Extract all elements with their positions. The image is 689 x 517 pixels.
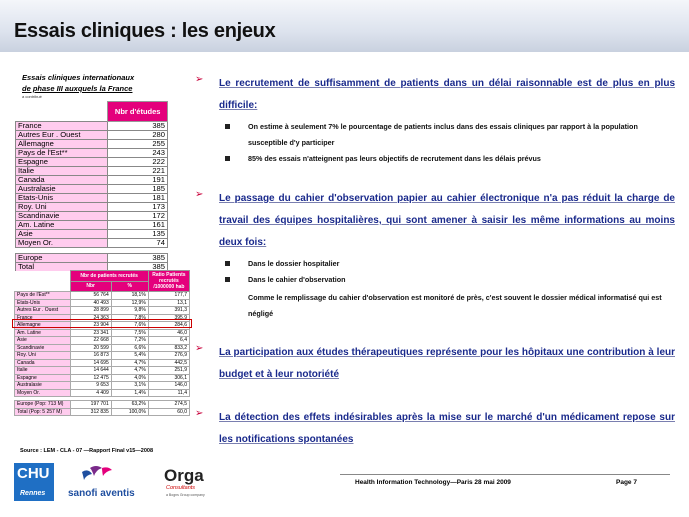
patients-table-row bbox=[15, 307, 190, 315]
country-cell: Roy. Uni bbox=[15, 352, 71, 360]
percent-cell: 12,9% bbox=[111, 299, 148, 307]
bullet-text: Le recrutement de suffisamment de patients dans un délai raisonnable est de plus en plus difficile: bbox=[219, 78, 675, 111]
france-highlight-box bbox=[12, 319, 192, 328]
country-cell: Autres Eur . Ouest bbox=[15, 307, 71, 315]
patients-cell: 9 653 bbox=[70, 382, 111, 390]
count-cell: 255 bbox=[108, 140, 168, 149]
ratio-cell: 306,1 bbox=[148, 374, 189, 382]
count-cell: 161 bbox=[108, 221, 168, 230]
percent-cell: 4,7% bbox=[111, 359, 148, 367]
count-cell: 191 bbox=[108, 176, 168, 185]
country-cell: Etats-Unis bbox=[16, 194, 108, 203]
page-number: Page 7 bbox=[616, 479, 637, 486]
country-cell: Allemagne bbox=[16, 140, 108, 149]
sanofi-bird-icon bbox=[68, 464, 128, 488]
count-cell: 172 bbox=[108, 212, 168, 221]
sub-bullet-text: 85% des essais n'atteignent pas leurs objectifs de recrutement dans les délais prévus bbox=[248, 154, 541, 163]
percent-cell: 5,4% bbox=[111, 352, 148, 360]
ratio-cell: 146,0 bbox=[148, 382, 189, 390]
country-cell: Australasie bbox=[16, 185, 108, 194]
country-cell: Canada bbox=[15, 359, 71, 367]
patients-table-row bbox=[15, 337, 190, 345]
chu-logo-subtext: Rennes bbox=[20, 490, 46, 497]
patients-cell: 4 409 bbox=[70, 389, 111, 397]
percent-cell: 7,5% bbox=[111, 329, 148, 337]
country-cell: Roy. Uni bbox=[16, 203, 108, 212]
sanofi-logo-text: sanofi aventis bbox=[68, 488, 135, 499]
patients-cell: 312 835 bbox=[70, 408, 111, 416]
table-caption bbox=[22, 72, 172, 99]
country-cell: Scandinavie bbox=[15, 344, 71, 352]
patients-table-row bbox=[15, 329, 190, 337]
patients-cell: 23 341 bbox=[70, 329, 111, 337]
country-cell: Asie bbox=[16, 230, 108, 239]
country-cell: Scandinavie bbox=[16, 212, 108, 221]
square-bullet-icon bbox=[225, 277, 230, 282]
ratio-cell: 391,3 bbox=[148, 307, 189, 315]
bullet-text: La participation aux études thérapeutiques représente pour les hôpitaux une contribution à leur budget et à leur notoriété bbox=[219, 347, 675, 380]
count-cell: 385 bbox=[108, 122, 168, 131]
ratio-cell: 13,1 bbox=[148, 299, 189, 307]
patients-table-row bbox=[15, 299, 190, 307]
total-value-cell: 385 bbox=[108, 254, 168, 263]
sanofi-aventis-logo bbox=[68, 464, 150, 506]
caption-line-2: de phase III auxquels la France bbox=[22, 84, 133, 93]
percent-cell: 63,2% bbox=[111, 401, 148, 409]
patients-table-row bbox=[15, 352, 190, 360]
sub-bullet-text: Dans le cahier d'observation bbox=[248, 275, 346, 284]
country-cell: Espagne bbox=[16, 158, 108, 167]
patients-cell: 14 695 bbox=[70, 359, 111, 367]
patients-total-row bbox=[15, 408, 190, 416]
arrow-bullet-icon: ➢ bbox=[195, 343, 204, 354]
pct-header: % bbox=[111, 281, 148, 292]
patients-table-row bbox=[15, 367, 190, 375]
bullet-crf bbox=[195, 188, 675, 322]
count-cell: 173 bbox=[108, 203, 168, 212]
count-cell: 243 bbox=[108, 149, 168, 158]
bullet-text: Le passage du cahier d'observation papier au cahier électronique n'a pas réduit la charge de travail des équipes hospitalières, qui sont amener à saisir les même informations au moins deux fois: bbox=[219, 193, 675, 248]
patients-table-row bbox=[15, 359, 190, 367]
ratio-cell: 276,9 bbox=[148, 352, 189, 360]
patients-cell: 14 644 bbox=[70, 367, 111, 375]
patients-cell: 56 764 bbox=[70, 292, 111, 300]
patients-cell: 23 904 bbox=[70, 322, 111, 330]
patients-cell: 197 701 bbox=[70, 401, 111, 409]
patients-table-row bbox=[15, 344, 190, 352]
country-cell: Australasie bbox=[15, 382, 71, 390]
ratio-cell: 251,9 bbox=[148, 367, 189, 375]
sub-bullet bbox=[228, 119, 675, 151]
sub-bullet bbox=[228, 272, 675, 288]
count-cell: 221 bbox=[108, 167, 168, 176]
patients-table-row bbox=[15, 389, 190, 397]
slide-header bbox=[0, 0, 689, 52]
square-bullet-icon bbox=[225, 261, 230, 266]
orga-consultants-logo bbox=[164, 466, 214, 506]
sub-bullet-text: Dans le dossier hospitalier bbox=[248, 259, 340, 268]
percent-cell: 7,2% bbox=[111, 337, 148, 345]
studies-table-row bbox=[16, 239, 168, 248]
bullet-participation bbox=[195, 342, 675, 386]
studies-table bbox=[15, 101, 168, 272]
ratio-cell: 6,4 bbox=[148, 337, 189, 345]
studies-table-corner bbox=[16, 102, 108, 122]
count-cell: 135 bbox=[108, 230, 168, 239]
patients-cell: 24 363 bbox=[70, 314, 111, 322]
country-cell: Moyen Or. bbox=[16, 239, 108, 248]
count-cell: 280 bbox=[108, 131, 168, 140]
sub-bullet-text: On estime à seulement 7% le pourcentage de patients inclus dans des essais cliniques par rapport à la population susceptible d'y participer bbox=[248, 122, 638, 147]
source-note: Source : LEM - CLA - 07 —Rapport Final v15—2008 bbox=[20, 448, 154, 454]
count-cell: 185 bbox=[108, 185, 168, 194]
percent-cell: 7,8% bbox=[111, 314, 148, 322]
country-cell: Am. Latine bbox=[16, 221, 108, 230]
patients-cell: 22 668 bbox=[70, 337, 111, 345]
percent-cell: 4,7% bbox=[111, 367, 148, 375]
country-cell: Allemagne bbox=[15, 322, 71, 330]
total-value-cell: 385 bbox=[108, 263, 168, 272]
patients-table-corner bbox=[15, 271, 71, 292]
studies-total-row bbox=[16, 254, 168, 263]
patients-table-row bbox=[15, 292, 190, 300]
bullet-text: La détection des effets indésirables après la mise sur le marché d'un médicament repose sur les notifications spontanées bbox=[219, 412, 675, 445]
ratio-cell: 46,0 bbox=[148, 329, 189, 337]
caption-line-1: Essais cliniques internationaux bbox=[22, 73, 135, 82]
percent-cell: 18,1% bbox=[111, 292, 148, 300]
patients-table-row bbox=[15, 382, 190, 390]
arrow-bullet-icon: ➢ bbox=[195, 74, 204, 85]
country-cell: Europe (Pop: 713 M) bbox=[15, 401, 71, 409]
patients-table bbox=[14, 270, 190, 416]
country-cell: Total (Pop: 5 257 M) bbox=[15, 408, 71, 416]
sub-bullet bbox=[228, 256, 675, 272]
nbr-header: Nbr bbox=[70, 281, 111, 292]
country-cell: Autres Eur . Ouest bbox=[16, 131, 108, 140]
orga-logo-subtext: Consultants bbox=[166, 485, 196, 491]
country-cell: France bbox=[15, 314, 71, 322]
studies-table-header: Nbr d'études bbox=[108, 102, 168, 122]
percent-cell: 100,0% bbox=[111, 408, 148, 416]
country-cell: Espagne bbox=[15, 374, 71, 382]
country-cell: Asie bbox=[15, 337, 71, 345]
percent-cell: 4,0% bbox=[111, 374, 148, 382]
chu-rennes-logo bbox=[14, 463, 62, 503]
percent-cell: 3,1% bbox=[111, 382, 148, 390]
percent-cell: 9,8% bbox=[111, 307, 148, 315]
patients-total-row bbox=[15, 401, 190, 409]
percent-cell: 7,6% bbox=[111, 322, 148, 330]
country-cell: Pays de l'Est** bbox=[16, 149, 108, 158]
arrow-bullet-icon: ➢ bbox=[195, 189, 204, 200]
patients-cell: 40 493 bbox=[70, 299, 111, 307]
count-cell: 181 bbox=[108, 194, 168, 203]
studies-table-row bbox=[16, 221, 168, 230]
ratio-cell: 833,2 bbox=[148, 344, 189, 352]
arrow-bullet-icon: ➢ bbox=[195, 408, 204, 419]
country-cell: France bbox=[16, 122, 108, 131]
patients-cell: 16 873 bbox=[70, 352, 111, 360]
orga-logo-tagline: a Bogns Group company bbox=[166, 493, 205, 497]
patients-cell: 28 899 bbox=[70, 307, 111, 315]
chu-logo-box bbox=[14, 463, 54, 501]
sub-bullet bbox=[228, 151, 675, 167]
bullet-recruitment bbox=[195, 73, 675, 167]
ratio-cell: 11,4 bbox=[148, 389, 189, 397]
square-bullet-icon bbox=[225, 124, 230, 129]
country-cell: Pays de l'Est** bbox=[15, 292, 71, 300]
square-bullet-icon bbox=[225, 156, 230, 161]
slide-title: Essais cliniques : les enjeux bbox=[14, 20, 276, 42]
country-cell: Etats-Unis bbox=[15, 299, 71, 307]
ratio-cell: 395,9 bbox=[148, 314, 189, 322]
count-cell: 74 bbox=[108, 239, 168, 248]
total-label-cell: Europe bbox=[16, 254, 108, 263]
percent-cell: 6,6% bbox=[111, 344, 148, 352]
chu-logo-text: CHU bbox=[17, 465, 50, 482]
ratio-cell: 177,7 bbox=[148, 292, 189, 300]
patients-group-header: Nbr de patients recrutés bbox=[70, 271, 148, 282]
patients-cell: 20 599 bbox=[70, 344, 111, 352]
studies-table-row bbox=[16, 158, 168, 167]
country-cell: Italie bbox=[15, 367, 71, 375]
footer-text: Health Information Technology—Paris 28 mai 2009 bbox=[355, 479, 511, 486]
country-cell: Moyen Or. bbox=[15, 389, 71, 397]
ratio-header: Ratio Patients recrutés /1000000 hab bbox=[148, 271, 189, 292]
patients-table-row bbox=[15, 374, 190, 382]
bullet-detection bbox=[195, 407, 675, 451]
ratio-cell: 442,5 bbox=[148, 359, 189, 367]
footer-divider bbox=[340, 474, 670, 475]
country-cell: Italie bbox=[16, 167, 108, 176]
country-cell: Am. Latine bbox=[15, 329, 71, 337]
count-cell: 222 bbox=[108, 158, 168, 167]
total-label-cell: Total bbox=[16, 263, 108, 272]
ratio-cell: 284,6 bbox=[148, 322, 189, 330]
orga-logo-text: Orga bbox=[164, 466, 204, 485]
percent-cell: 1,4% bbox=[111, 389, 148, 397]
country-cell: Canada bbox=[16, 176, 108, 185]
caption-line-3: a contribué bbox=[22, 94, 42, 99]
patients-cell: 12 475 bbox=[70, 374, 111, 382]
ratio-cell: 274,5 bbox=[148, 401, 189, 409]
bullet-note: Comme le remplissage du cahier d'observation est monitoré de près, c'est souvent le dossier médical informatisé qui est négligé bbox=[248, 293, 662, 318]
ratio-cell: 60,0 bbox=[148, 408, 189, 416]
